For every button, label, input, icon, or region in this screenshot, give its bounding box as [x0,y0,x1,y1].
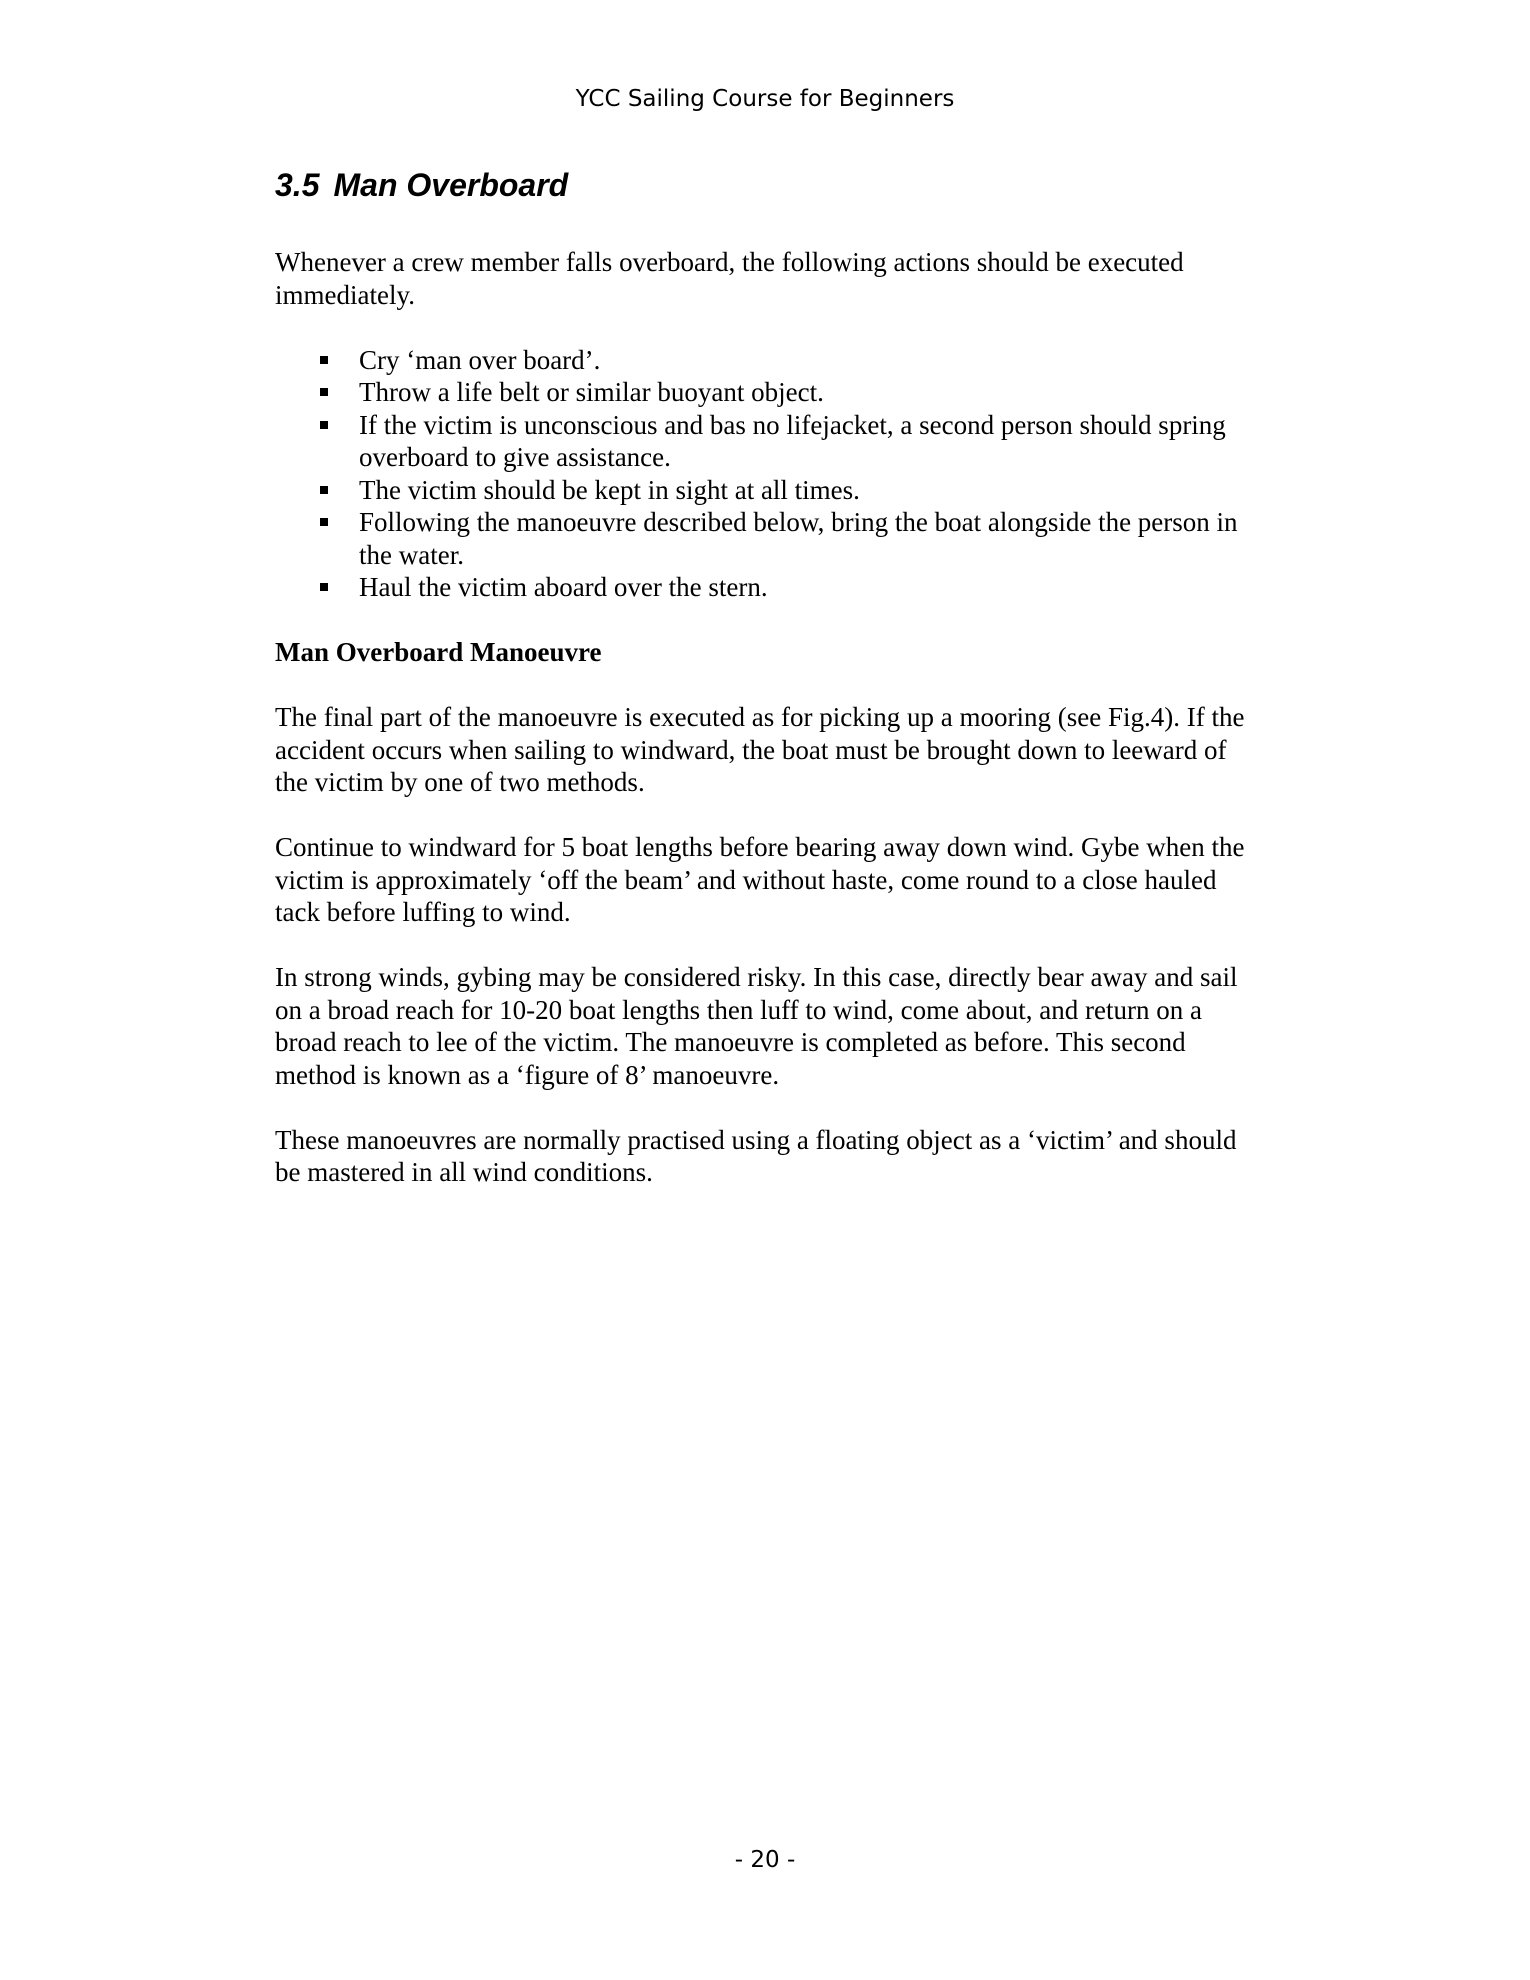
section-number: 3.5 [275,167,320,203]
list-item-text: Following the manoeuvre described below, bring the boat alongside the person in the water. [359,507,1238,570]
square-bullet-icon [320,518,328,526]
list-item-text: The victim should be kept in sight at all times. [359,474,860,505]
list-item [275,409,1260,474]
list-item [275,506,1260,571]
action-list [275,344,1260,604]
list-item [275,571,1260,604]
page-content [275,165,1260,1221]
square-bullet-icon [320,421,328,429]
square-bullet-icon [320,356,328,364]
list-item [275,376,1260,409]
running-header: YCC Sailing Course for Beginners [575,86,955,112]
intro-paragraph: Whenever a crew member falls overboard, the following actions should be executed immediately. [275,247,1184,310]
body-paragraph-1: The final part of the manoeuvre is executed as for picking up a mooring (see Fig.4). If the accident occurs when sailing to windward, the boat must be brought down to leeward of the victim by one of two methods. [275,702,1245,797]
list-item [275,474,1260,507]
list-item [275,344,1260,377]
list-item-text: Haul the victim aboard over the stern. [359,572,768,602]
body-paragraph-2: Continue to windward for 5 boat lengths before bearing away down wind. Gybe when the victim is approximately ‘off the beam’ and without haste, come round to a close hauled tack before luffing to wind. [275,832,1245,927]
subheading: Man Overboard Manoeuvre [275,637,602,667]
square-bullet-icon [320,583,328,591]
body-paragraph-3: In strong winds, gybing may be considered risky. In this case, directly bear away and sail on a broad reach for 10-20 boat lengths then luff to wind, come about, and return on a broad reach to lee of the victim. The manoeuvre is completed as before. This second method is known as a ‘figure of 8’ manoeuvre. [275,962,1238,1090]
list-item-text: Throw a life belt or similar buoyant object. [359,377,824,407]
square-bullet-icon [320,486,328,494]
square-bullet-icon [320,388,328,396]
section-title [275,165,1260,205]
section-title-text: Man Overboard [333,167,569,203]
list-item-text: If the victim is unconscious and bas no lifejacket, a second person should spring overboard to give assistance. [359,409,1226,472]
page-number: - 20 - [734,1847,796,1873]
list-item-text: Cry ‘man over board’. [359,344,601,375]
body-paragraph-4: These manoeuvres are normally practised using a floating object as a ‘victim’ and should be mastered in all wind conditions. [275,1124,1237,1187]
